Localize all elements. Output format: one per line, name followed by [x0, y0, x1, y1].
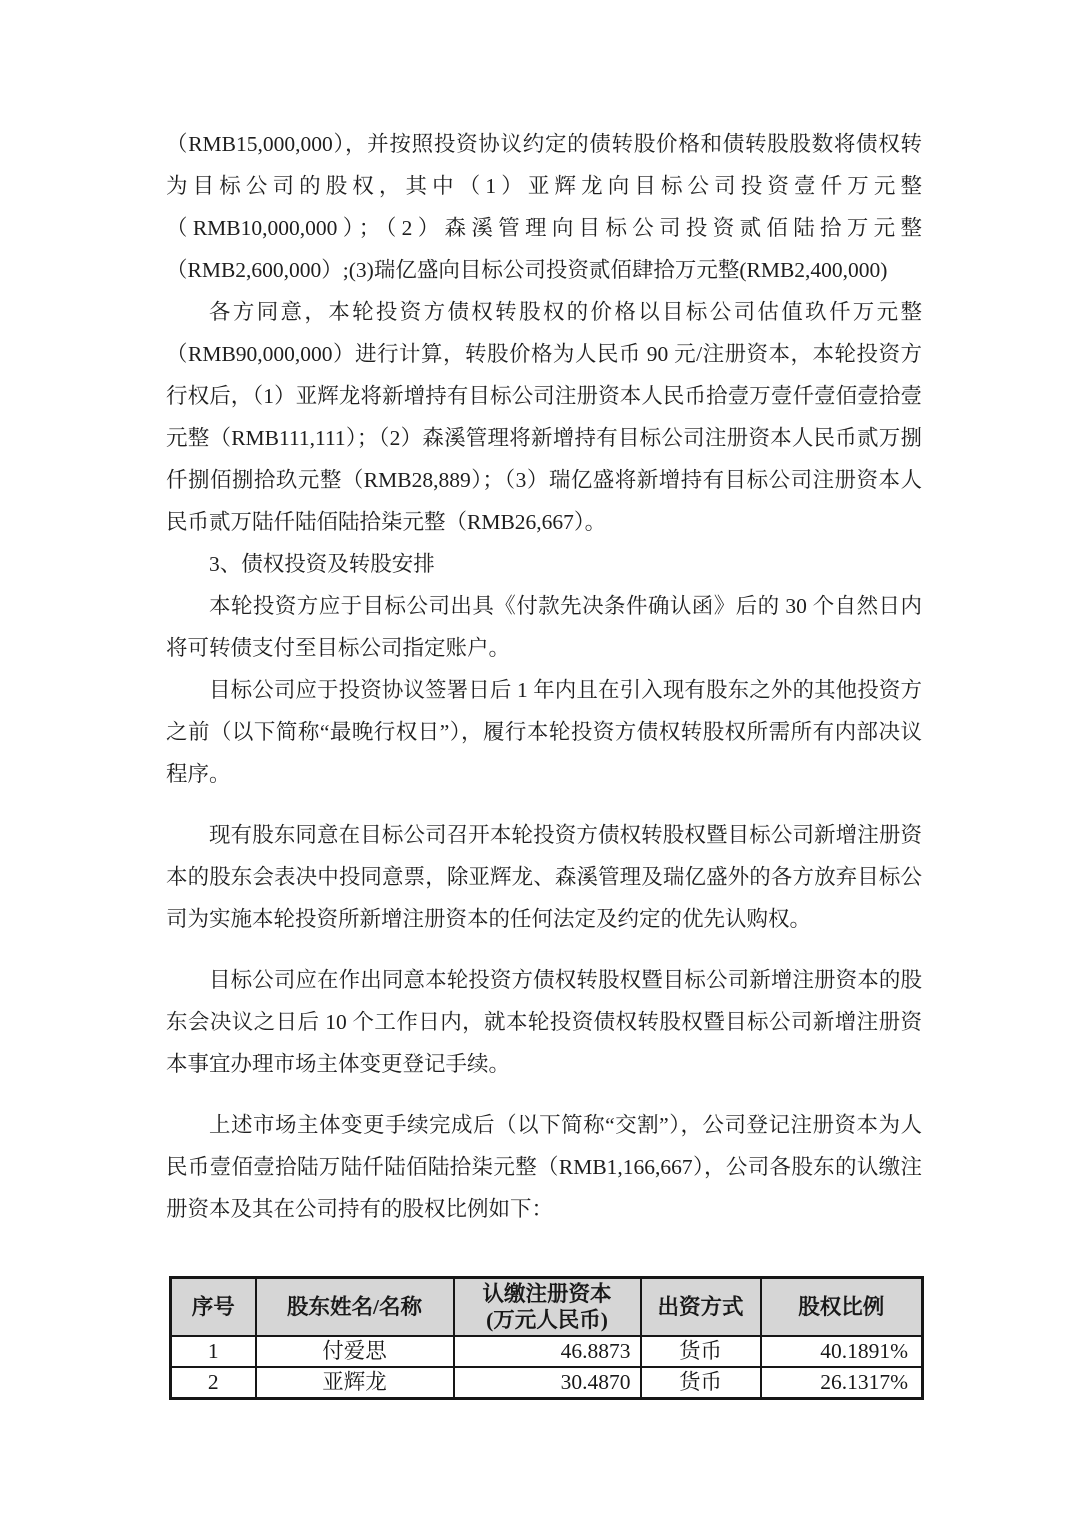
column-header-capital [454, 1278, 641, 1337]
cell-capital: 30.4870 [454, 1367, 641, 1399]
column-header-no: 序号 [171, 1278, 256, 1337]
column-header-method: 出资方式 [641, 1278, 761, 1337]
table-row [171, 1367, 923, 1399]
cell-ratio: 26.1317% [761, 1367, 923, 1399]
cell-no: 1 [171, 1336, 256, 1367]
body-text-paragraph: 目标公司应在作出同意本轮投资方债权转股权暨目标公司新增注册资本的股东会决议之日后 10 个工作日内，就本轮投资债权转股权暨目标公司新增注册资本事宜办理市场主体变更登记手续。 [166, 968, 922, 1076]
cell-ratio: 40.1891% [761, 1336, 923, 1367]
shareholder-table [169, 1276, 924, 1400]
cell-method: 货币 [641, 1336, 761, 1367]
cell-shareholder: 付爱思 [256, 1336, 454, 1367]
body-text-paragraph: 本轮投资方应于目标公司出具《付款先决条件确认函》后的 30 个自然日内将可转债支付至目标公司指定账户。 [166, 594, 922, 660]
column-header-capital-line1: 认缴注册资本 [482, 1282, 612, 1306]
cell-capital: 46.8873 [454, 1336, 641, 1367]
column-header-ratio: 股权比例 [761, 1278, 923, 1337]
document-body [166, 123, 922, 1400]
body-text-paragraph: 各方同意，本轮投资方债权转股权的价格以目标公司估值玖仟万元整（RMB90,000,000）进行计算，转股价格为人民币 90 元/注册资本，本轮投资方行权后，（1）亚辉龙将新增持有目标公司注册资本人民币拾壹万壹仟壹佰壹拾壹元整（RMB111,111）；（2）森溪管理将新增持有目标公司注册资本人民币贰万捌仟捌佰捌拾玖元整（RMB28,889）；（3）瑞亿盛将新增持有目标公司注册资本人民币贰万陆仟陆佰陆拾柒元整（RMB26,667）。 [166, 300, 922, 534]
body-text-paragraph: 上述市场主体变更手续完成后（以下简称“交割”），公司登记注册资本为人民币壹佰壹拾陆万陆仟陆佰陆拾柒元整（RMB1,166,667），公司各股东的认缴注册资本及其在公司持有的股权比例如下： [166, 1113, 922, 1221]
body-text-paragraph: 现有股东同意在目标公司召开本轮投资方债权转股权暨目标公司新增注册资本的股东会表决中投同意票，除亚辉龙、森溪管理及瑞亿盛外的各方放弃目标公司为实施本轮投资所新增注册资本的任何法定及约定的优先认购权。 [166, 823, 922, 931]
cell-method: 货币 [641, 1367, 761, 1399]
table-header-row [171, 1278, 923, 1337]
body-text-paragraph: （RMB15,000,000），并按照投资协议约定的债转股价格和债转股股数将债权转为目标公司的股权，其中（1）亚辉龙向目标公司投资壹仟万元整（RMB10,000,000）；（2）森溪管理向目标公司投资贰佰陆拾万元整（RMB2,600,000）;(3)瑞亿盛向目标公司投资贰佰肆拾万元整(RMB2,400,000) [166, 132, 922, 282]
section-heading: 3、债权投资及转股安排 [209, 552, 435, 576]
column-header-capital-line2: (万元人民币) [486, 1308, 608, 1332]
cell-shareholder: 亚辉龙 [256, 1367, 454, 1399]
body-text-paragraph: 目标公司应于投资协议签署日后 1 年内且在引入现有股东之外的其他投资方之前（以下简称“最晚行权日”），履行本轮投资方债权转股权所需所有内部决议程序。 [166, 678, 922, 786]
table-row [171, 1336, 923, 1367]
cell-no: 2 [171, 1367, 256, 1399]
column-header-shareholder: 股东姓名/名称 [256, 1278, 454, 1337]
